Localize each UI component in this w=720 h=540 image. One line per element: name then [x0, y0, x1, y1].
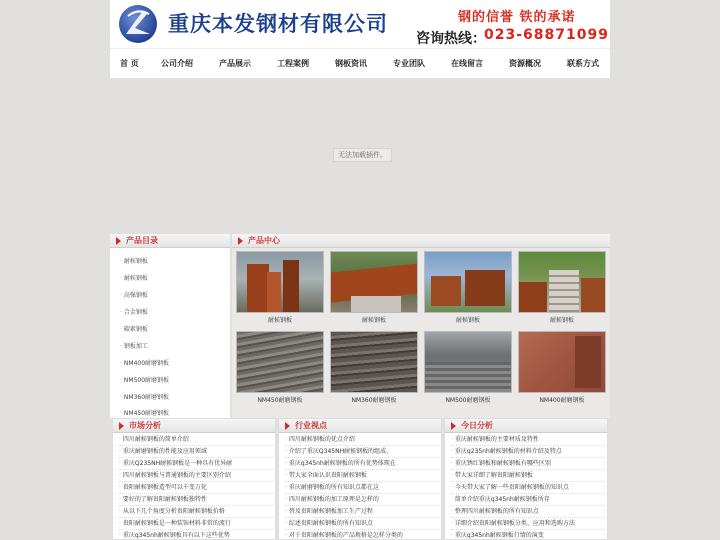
nav-team[interactable]: 专业团队 — [393, 59, 425, 68]
list-item[interactable]: · 贵阳耐候钢板是一种装饰材料非常的流行 — [119, 519, 273, 530]
product-caption: 耐候钢板 — [267, 317, 292, 324]
nav-about[interactable]: 公司介绍 — [161, 59, 193, 68]
nav-news[interactable]: 钢板资讯 — [335, 59, 367, 68]
list-item[interactable]: · 四川耐候钢板的加工原理是怎样的 — [285, 495, 439, 506]
product-caption: NM400耐磨钢板 — [539, 397, 585, 404]
catalog-item[interactable]: · 钢板加工 — [120, 341, 148, 350]
list-item[interactable]: · 重庆Q235NH耐候钢板是一种具有优异耐 — [119, 459, 273, 470]
list-item[interactable]: · 重庆q345nh耐候钢板的所有优势体现在 — [285, 459, 439, 470]
product-photo[interactable] — [518, 331, 606, 393]
today-header — [445, 419, 607, 433]
arrow-icon — [119, 422, 124, 430]
nav-message[interactable]: 在线留言 — [451, 59, 483, 68]
list-item[interactable]: · 整理四川耐候钢板的所有知识点 — [451, 507, 605, 518]
list-item[interactable]: · 简单介绍重庆q345nh耐候钢板所存 — [451, 495, 605, 506]
company-logo-icon[interactable] — [118, 4, 158, 44]
product-card[interactable] — [424, 251, 512, 324]
list-item[interactable]: · 综述贵阳耐候钢板的所有知识点 — [285, 519, 439, 530]
product-photo[interactable] — [330, 331, 418, 393]
product-center — [232, 234, 610, 418]
product-photo[interactable] — [236, 251, 324, 313]
product-caption: 耐候钢板 — [455, 317, 480, 324]
market-header — [113, 419, 275, 433]
hotline-number: 023-68871099 — [484, 27, 609, 43]
industry-view — [278, 418, 442, 540]
product-caption: NM450耐磨钢板 — [257, 397, 303, 404]
catalog-item[interactable]: · 高强钢板 — [120, 290, 148, 299]
catalog-item[interactable]: · NM450耐磨钢板 — [120, 408, 169, 417]
main-nav — [110, 48, 610, 78]
product-card[interactable] — [518, 331, 606, 404]
catalog-item[interactable]: · NM500耐磨钢板 — [120, 375, 169, 384]
product-catalog — [110, 234, 230, 418]
list-item[interactable]: · 替及贵阳耐候钢板加工生产过程 — [285, 507, 439, 518]
arrow-icon — [238, 237, 243, 245]
hotline-label: 咨询热线： — [416, 31, 486, 47]
plugin-message: 无法加载插件。 — [333, 148, 392, 162]
list-item[interactable]: · 重庆q345nh耐候钢板具有以下这些优势 — [119, 531, 273, 540]
product-photo[interactable] — [236, 331, 324, 393]
catalog-item[interactable]: · 耐候钢板 — [120, 256, 148, 265]
arrow-icon — [285, 422, 290, 430]
list-item[interactable]: · 重庆q235nh耐候钢板的材料介绍及特点 — [451, 447, 605, 458]
market-title: 市场分析 — [129, 421, 161, 430]
nav-resources[interactable]: 资源概况 — [509, 59, 541, 68]
today-title: 今日分析 — [461, 421, 493, 430]
nav-contact[interactable]: 联系方式 — [567, 59, 599, 68]
plugin-area — [110, 78, 610, 232]
list-item[interactable]: · 贵阳耐候钢板造型可以千变万化 — [119, 483, 273, 494]
product-card[interactable] — [424, 331, 512, 404]
slogan: 钢的信誉 铁的承诺 — [458, 10, 576, 25]
list-item[interactable]: · 对于贵阳耐候钢板的产品规格是怎样分类的 — [285, 531, 439, 540]
list-item[interactable]: · 从以下几个角度分析贵阳耐候钢板价格 — [119, 507, 273, 518]
list-item[interactable]: · 重庆耐磨钢板的性能及应用领域 — [119, 447, 273, 458]
product-card[interactable] — [236, 331, 324, 404]
list-item[interactable]: · 今天带大家了解一些贵阳耐候钢板的知识点 — [451, 483, 605, 494]
nav-cases[interactable]: 工程案例 — [277, 59, 309, 68]
product-photo[interactable] — [330, 251, 418, 313]
industry-title: 行业视点 — [295, 421, 327, 430]
product-photo[interactable] — [518, 251, 606, 313]
catalog-title: 产品目录 — [126, 236, 158, 245]
company-name: 重庆本发钢材有限公司 — [168, 12, 388, 36]
industry-header — [279, 419, 441, 433]
product-caption: 耐候钢板 — [361, 317, 386, 324]
list-item[interactable]: · 详细介绍贵阳耐候钢板分类、应用和选购方法 — [451, 519, 605, 530]
product-caption: NM500耐磨钢板 — [445, 397, 491, 404]
list-item[interactable]: · 重庆q345nh耐候钢板行情的演变 — [451, 531, 605, 540]
list-item[interactable]: · 重庆耐磨钢板的所有知识点都在这 — [285, 483, 439, 494]
catalog-item[interactable]: · 碳素钢板 — [120, 324, 148, 333]
product-card[interactable] — [330, 251, 418, 324]
list-item[interactable]: · 介绍了重庆Q345NH耐候钢板的组成、 — [285, 447, 439, 458]
page-container — [110, 0, 610, 540]
list-item[interactable]: · 四川耐候钢板的优点介绍 — [285, 435, 439, 446]
nav-products[interactable]: 产品展示 — [219, 59, 251, 68]
product-card[interactable] — [236, 251, 324, 324]
products-title: 产品中心 — [248, 236, 280, 245]
catalog-item[interactable]: · NM400耐磨钢板 — [120, 358, 169, 367]
list-item[interactable]: · 重庆耐候钢板的主要材质及特性 — [451, 435, 605, 446]
market-analysis — [112, 418, 276, 540]
arrow-icon — [451, 422, 456, 430]
nav-home[interactable]: 首 页 — [120, 59, 139, 68]
list-item[interactable]: · 带大家详细了解贵阳耐候钢板 — [451, 471, 605, 482]
list-item[interactable]: · 四川耐候钢板的简单介绍 — [119, 435, 273, 446]
products-header — [232, 234, 610, 248]
list-item[interactable]: · 四川耐候钢板与普通钢板的主要区别介绍 — [119, 471, 273, 482]
product-card[interactable] — [330, 331, 418, 404]
list-item[interactable]: · 重庆锈红钢板和耐候钢板有哪些区别 — [451, 459, 605, 470]
catalog-item[interactable]: · 合金钢板 — [120, 307, 148, 316]
catalog-item[interactable]: · NM360耐磨钢板 — [120, 392, 169, 401]
product-card[interactable] — [518, 251, 606, 324]
product-caption: NM360耐磨钢板 — [351, 397, 397, 404]
catalog-header — [110, 234, 230, 248]
product-photo[interactable] — [424, 331, 512, 393]
list-item[interactable]: · 带大家全面认识贵阳耐候钢板 — [285, 471, 439, 482]
catalog-item[interactable]: · 耐候钢板 — [120, 273, 148, 282]
list-item[interactable]: · 要好的了解贵阳耐候钢板独特性 — [119, 495, 273, 506]
today-analysis — [444, 418, 608, 540]
product-photo[interactable] — [424, 251, 512, 313]
arrow-icon — [116, 237, 121, 245]
site-header — [110, 0, 610, 48]
product-caption: 耐候钢板 — [549, 317, 574, 324]
